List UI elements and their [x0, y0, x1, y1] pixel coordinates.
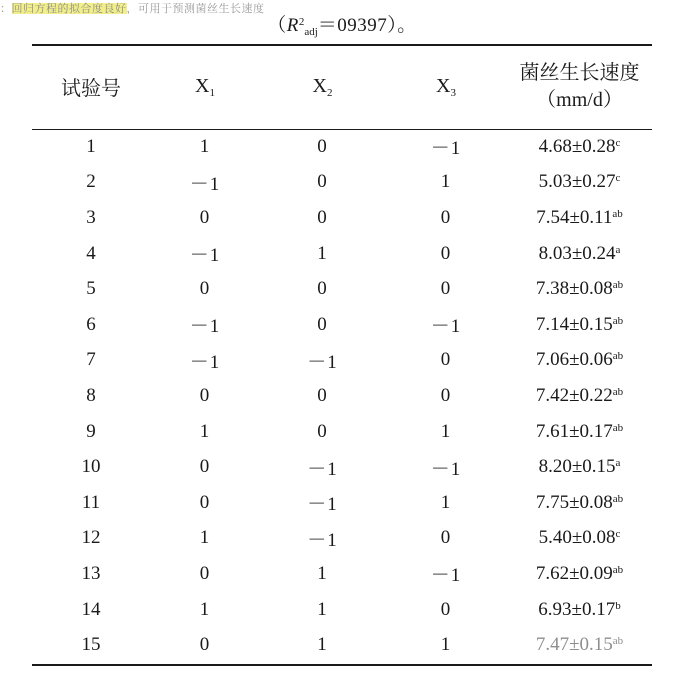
cell-x3: －1	[430, 316, 462, 338]
table-row	[32, 449, 652, 485]
cell-result-value: 7.14±0.15	[535, 313, 613, 335]
cell-result-sup: c	[615, 528, 621, 541]
cell-x3: 0	[440, 206, 452, 228]
cell-result-sup: a	[615, 243, 621, 256]
table-header-row	[32, 44, 652, 129]
cell-result	[507, 200, 652, 236]
cell-result	[507, 485, 652, 521]
cell-x1: 1	[199, 135, 211, 157]
cell-x1: 0	[199, 278, 211, 300]
cell-result-value: 7.42±0.22	[535, 384, 613, 406]
cell-trial: 10	[81, 456, 101, 478]
cell-x3: 0	[440, 598, 452, 620]
table-row	[32, 307, 652, 343]
table-row	[32, 556, 652, 592]
header-x2-label: X	[312, 74, 327, 97]
caption-prefix: （	[267, 15, 287, 36]
table-row	[32, 165, 652, 201]
results-table	[32, 44, 652, 663]
cell-x1: －1	[189, 351, 221, 373]
cell-result-value: 7.47±0.15	[535, 634, 613, 656]
cell-result-value: 7.61±0.17	[535, 420, 613, 442]
cell-trial: 2	[86, 171, 96, 193]
cell-result-sup: a	[615, 457, 621, 470]
cell-result-sup: ab	[612, 385, 624, 398]
cell-result	[507, 343, 652, 379]
cell-result-value: 5.40±0.08	[538, 527, 616, 549]
table-row	[32, 236, 652, 272]
table-row	[32, 485, 652, 521]
header-x3	[385, 44, 507, 129]
cell-trial: 5	[86, 278, 96, 300]
cell-result-value: 6.93±0.17	[538, 598, 616, 620]
header-x2	[260, 44, 385, 129]
cell-result	[507, 449, 652, 485]
cell-result	[507, 307, 652, 343]
fragment-pre: ：	[0, 3, 12, 14]
cell-x2: 0	[317, 278, 328, 300]
cell-x2: 0	[317, 420, 328, 442]
cell-result-sup: ab	[612, 279, 624, 292]
cell-x2: 0	[317, 171, 328, 193]
cell-x2: 1	[317, 634, 328, 656]
cell-x1: 0	[199, 206, 211, 228]
cell-trial: 7	[86, 349, 96, 371]
cell-x1: －1	[189, 173, 221, 195]
cell-result	[507, 521, 652, 557]
header-x3-label: X	[436, 74, 451, 97]
cell-x1: 0	[199, 384, 211, 406]
caption-line	[0, 10, 684, 38]
cell-result-value: 7.62±0.09	[535, 562, 613, 584]
cell-x2: －1	[307, 529, 338, 551]
cell-result-value: 7.75±0.08	[535, 491, 613, 513]
cell-trial: 1	[86, 135, 96, 157]
cell-x2: 1	[317, 242, 328, 264]
cell-result	[507, 271, 652, 307]
cell-trial: 13	[81, 562, 101, 584]
cell-result-value: 8.03±0.24	[538, 242, 616, 264]
fragment-post: ，可用于预测菌丝生长速度	[126, 3, 265, 14]
cell-x2: 0	[317, 206, 328, 228]
caption-subscript: adj	[304, 25, 318, 38]
cell-result-sup: c	[615, 136, 621, 149]
cell-x3: 0	[440, 384, 452, 406]
header-result-line2: （mm/d）	[536, 88, 623, 111]
header-x1	[150, 44, 260, 129]
header-trial: 试验号	[61, 78, 121, 100]
cell-trial: 6	[86, 313, 96, 335]
cell-result	[507, 627, 652, 663]
table-row	[32, 271, 652, 307]
cell-result-value: 7.54±0.11	[536, 206, 613, 228]
cell-trial: 9	[86, 420, 96, 442]
cell-x2: －1	[307, 351, 338, 373]
cell-result-sup: ab	[612, 207, 623, 220]
fragment-highlight: 回归方程的拟合度良好	[11, 3, 127, 14]
table-row	[32, 378, 652, 414]
header-result-line1: 菌丝生长速度	[519, 62, 640, 85]
cell-trial: 12	[81, 527, 101, 549]
cell-result	[507, 378, 652, 414]
table-row	[32, 627, 652, 663]
cell-x3: 1	[440, 420, 452, 442]
cell-result	[507, 556, 652, 592]
cell-trial: 8	[86, 384, 96, 406]
caption-superscript: 2	[298, 15, 305, 28]
caption-equals: ＝	[317, 15, 338, 36]
caption-symbol-r: R	[286, 15, 299, 36]
cell-x2: 0	[317, 384, 328, 406]
table-row	[32, 129, 652, 165]
cell-result-sup: ab	[612, 563, 624, 576]
table-row	[32, 521, 652, 557]
cell-trial: 15	[81, 634, 101, 656]
cell-x1: －1	[189, 316, 221, 338]
cell-x3: －1	[430, 565, 462, 587]
cell-x3: 0	[440, 278, 452, 300]
cell-x3: 0	[440, 527, 452, 549]
cell-trial: 11	[81, 491, 101, 513]
cell-trial: 3	[86, 206, 96, 228]
cell-result-sup: ab	[612, 350, 624, 363]
cell-x2: 0	[317, 135, 328, 157]
cell-trial: 4	[86, 242, 96, 264]
table-row	[32, 343, 652, 379]
cell-x3: －1	[430, 138, 462, 160]
cell-x2: －1	[307, 458, 338, 480]
caption-suffix: ）。	[387, 15, 417, 36]
cell-x2: －1	[307, 494, 338, 516]
header-x1-label: X	[195, 74, 210, 97]
header-x1-sub: 1	[209, 86, 215, 99]
cell-trial: 14	[81, 598, 101, 620]
table-bottom-rule	[32, 664, 652, 666]
cell-x2: 0	[317, 313, 328, 335]
cell-result-value: 7.06±0.06	[535, 349, 613, 371]
cell-result-sup: ab	[612, 421, 624, 434]
cell-result-value: 4.68±0.28	[538, 135, 616, 157]
cell-x2: 1	[317, 562, 328, 584]
cell-x1: 0	[199, 491, 211, 513]
cell-x1: 1	[199, 527, 211, 549]
cell-result	[507, 165, 652, 201]
cell-x1: 1	[199, 420, 211, 442]
cell-result-sup: b	[615, 599, 621, 612]
header-x3-sub: 3	[450, 86, 456, 99]
cell-result-value: 8.20±0.15	[538, 456, 616, 478]
cell-x3: 1	[440, 491, 452, 513]
cell-result	[507, 414, 652, 450]
cell-x1: 1	[199, 598, 211, 620]
table-row	[32, 200, 652, 236]
cell-x3: 1	[440, 171, 452, 193]
cell-x1: －1	[189, 245, 221, 267]
table-row	[32, 414, 652, 450]
cell-x3: 1	[440, 634, 452, 656]
caption-value: 09397	[337, 15, 388, 36]
cell-result-sup: ab	[612, 635, 624, 648]
header-x2-sub: 2	[326, 86, 333, 99]
table-row	[32, 592, 652, 628]
cell-x3: －1	[430, 458, 462, 480]
cell-x1: 0	[199, 634, 211, 656]
header-result	[507, 44, 652, 129]
cell-x3: 0	[440, 242, 452, 264]
cell-result-value: 7.38±0.08	[535, 278, 613, 300]
cell-result-sup: ab	[612, 492, 624, 505]
cell-result	[507, 592, 652, 628]
cell-x2: 1	[317, 598, 328, 620]
cell-result-sup: c	[615, 172, 621, 185]
cell-x3: 0	[440, 349, 452, 371]
cell-result-value: 5.03±0.27	[538, 171, 616, 193]
cell-x1: 0	[199, 456, 211, 478]
cell-x1: 0	[199, 562, 211, 584]
cell-result	[507, 129, 652, 165]
cell-result	[507, 236, 652, 272]
cell-result-sup: ab	[612, 314, 624, 327]
